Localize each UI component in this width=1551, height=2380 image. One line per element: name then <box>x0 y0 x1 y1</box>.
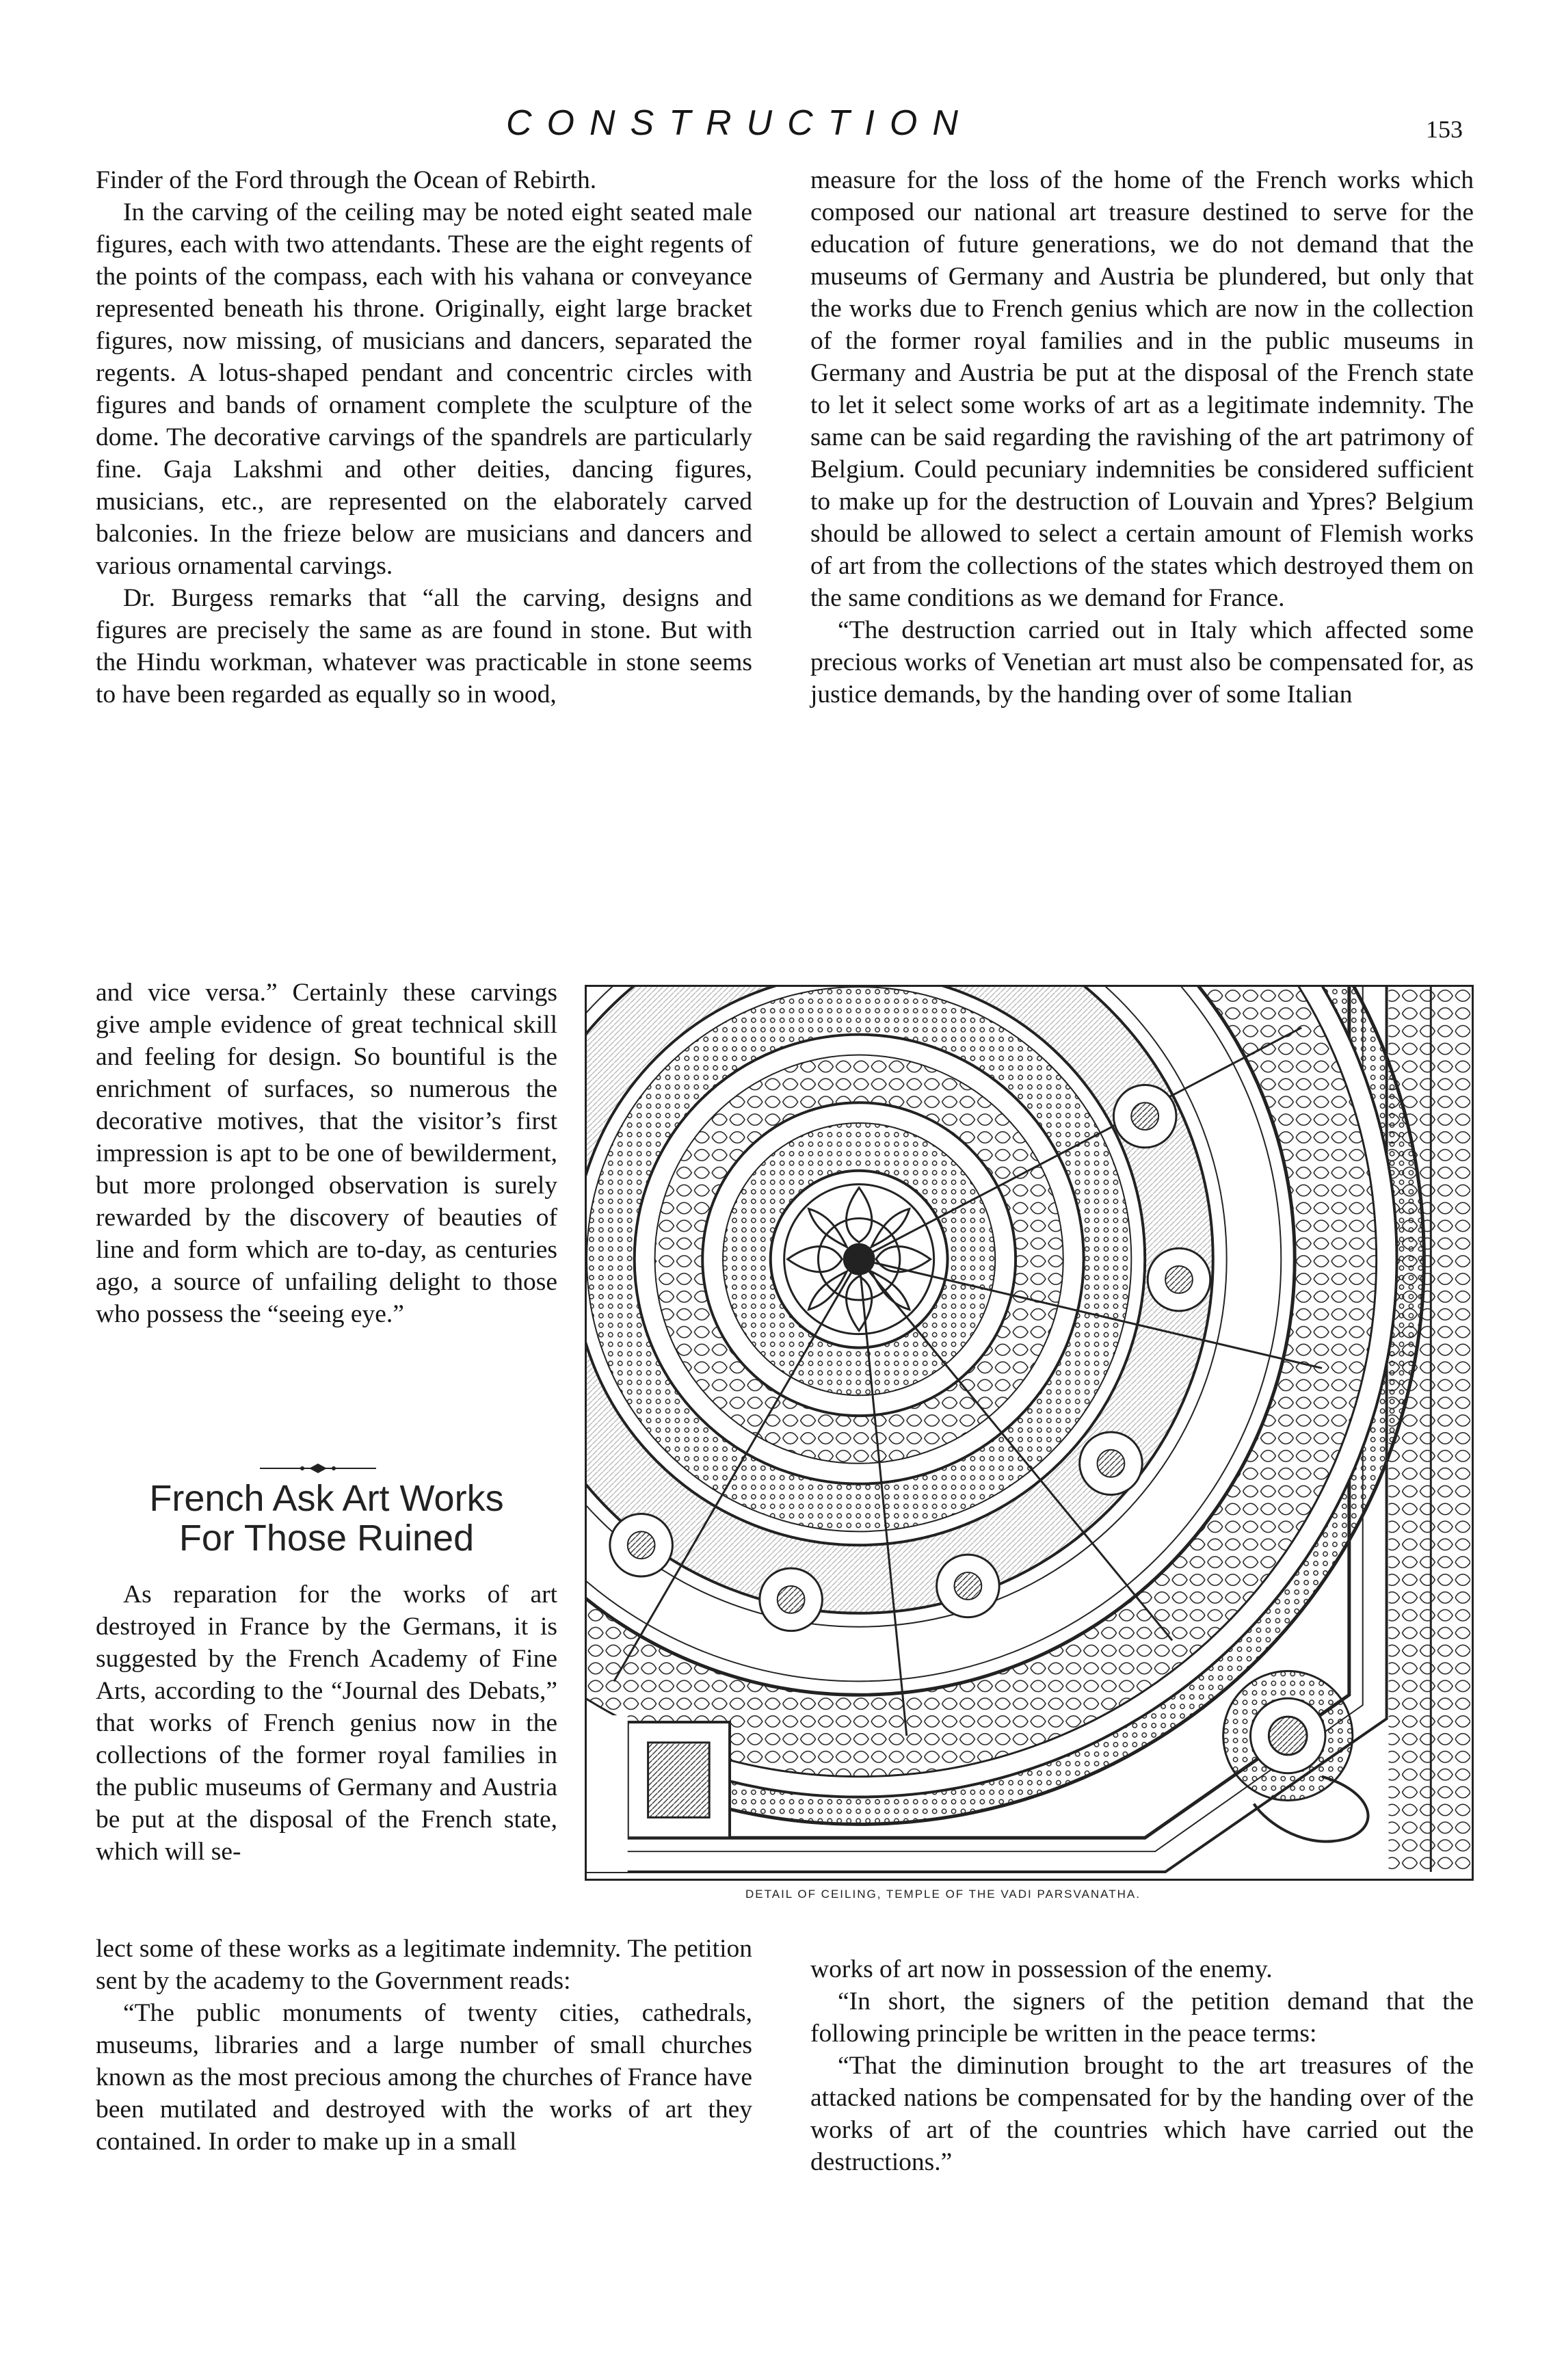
article-reparation-text <box>96 1578 557 1868</box>
page-number: 153 <box>1426 116 1463 143</box>
paragraph: “The public monuments of twenty cities, cathedrals, museums, libraries and a large number of small churches known as the most precious among the churches of France have been mutilated and destroyed with the works of art they contained. In order to make up in a small <box>96 1999 752 2156</box>
ceiling-illustration <box>585 985 1474 1881</box>
paragraph: In the carving of the ceiling may be noted eight seated male figures, each with two attendants. These are the eight regents of the points of the compass, each with his vahana or conveyance represented beneath his throne. Originally, eight large bracket figures, now missing, of musicians and dancers, separated the regents. A lotus-shaped pendant and concentric circles with figures and bands of ornament complete the sculpture of the dome. The decorative carvings of the spandrels are particularly fine. Gaja Lakshmi and other deities, dancing figures, musicians, etc., are represented on the elaborately carved balconies. In the frieze below are musicians and dancers and various ornamental carvings. <box>96 198 752 580</box>
figure-caption: DETAIL OF CEILING, TEMPLE OF THE VADI PARSVANATHA. <box>745 1888 1141 1901</box>
ceiling-drawing <box>587 987 1472 1879</box>
paragraph: works of art now in possession of the enemy. <box>810 1955 1273 1983</box>
paragraph: “The destruction carried out in Italy which affected some precious works of Venetian art must also be compensated for, as justice demands, by the handing over of some Italian <box>810 616 1474 709</box>
paragraph: As reparation for the works of art destroyed in France by the Germans, it is suggested by the French Academy of Fine Arts, according to the “Journal des Debats,” that works of French genius now in the collections of the former royal families in the public museums of Germany and Austria be put at the disposal of the French state, which will se- <box>96 1581 557 1866</box>
article-reparation-continuation <box>96 1933 752 2158</box>
running-head: CONSTRUCTION <box>506 103 973 143</box>
article-carving-text <box>96 164 752 711</box>
paragraph: and vice versa.” Certainly these carvings give ample evidence of great technical skill and feeling for design. So bountiful is the enrichment of surfaces, so numerous the decorative motives, that the visitor’s first impression is apt to be one of bewilderment, but more prolonged observation is surely rewarded by the discovery of beauties of line and form which are to-day, as centuries ago, a source of unfailing delight to those who possess the “seeing eye.” <box>96 979 557 1328</box>
paragraph: Finder of the Ford through the Ocean of Rebirth. <box>96 166 597 194</box>
right-column-continuation <box>810 1953 1474 2178</box>
article-heading <box>96 1479 557 1558</box>
paragraph: “That the diminution brought to the art treasures of the attacked nations be compensated for by the handing over of the works of art of the countries which have carried out the destructions.” <box>810 2052 1474 2176</box>
paragraph: Dr. Burgess remarks that “all the carving, designs and figures are precisely the same as are found in stone. But with the Hindu workman, whatever was practicable in stone seems to have been regarded as equally so in wood, <box>96 584 752 709</box>
heading-line: French Ask Art Works <box>149 1478 504 1519</box>
paragraph: lect some of these works as a legitimate indemnity. The petition sent by the academy to the Government reads: <box>96 1935 752 1995</box>
section-divider-ornament <box>260 1462 376 1475</box>
heading-line: For Those Ruined <box>178 1518 475 1559</box>
paragraph: measure for the loss of the home of the French works which composed our national art treasure destined to serve for the education of future generations, we do not demand that the museums of Germany and Austria be plundered, but only that the works due to French genius which are now in the collection of the former royal families and in the public museums in Germany and Austria be put at the disposal of the French state to let it select some works of art as a legitimate indemnity. The same can be said regarding the ravishing of the art patrimony of Belgium. Could pecuniary indemnities be considered sufficient to make up for the destruction of Louvain and Ypres? Belgium should be allowed to select a certain amount of Flemish works of art from the collections of the states which destroyed them on the same conditions as we demand for France. <box>810 166 1474 612</box>
right-column-text <box>810 164 1474 711</box>
paragraph: “In short, the signers of the petition demand that the following principle be written in the peace terms: <box>810 1987 1474 2048</box>
article-carving-continuation <box>96 977 557 1330</box>
